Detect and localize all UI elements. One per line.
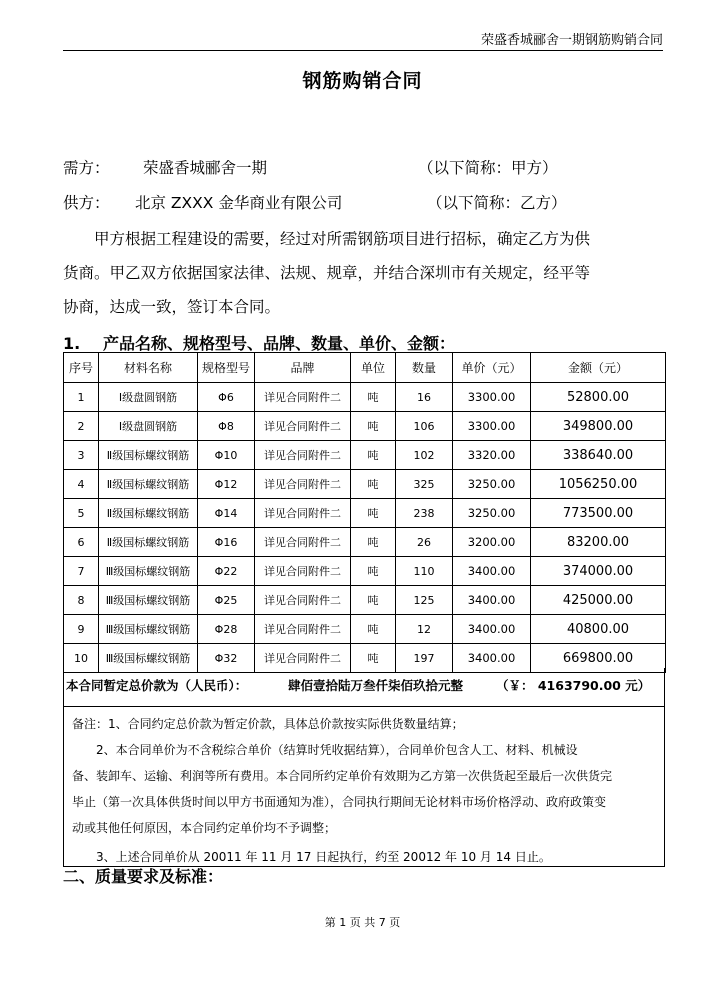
cell-amount: 52800.00 <box>531 383 666 412</box>
col-header-seq: 序号 <box>64 353 99 383</box>
cell-unit-price: 3300.00 <box>453 412 531 441</box>
cell-seq: 9 <box>64 615 99 644</box>
cell-quantity: 12 <box>396 615 453 644</box>
cell-unit: 吨 <box>351 557 396 586</box>
cell-material: Ⅲ级国标螺纹钢筋 <box>99 586 198 615</box>
cell-quantity: 325 <box>396 470 453 499</box>
cell-quantity: 26 <box>396 528 453 557</box>
note-line: 备、装卸车、运输、利润等所有费用。本合同所约定单价有效期为乙方第一次供货起至最后一次供货完 <box>72 769 613 783</box>
buyer-alias: （以下简称：甲方） <box>418 159 558 177</box>
cell-unit-price: 3250.00 <box>453 470 531 499</box>
total-in-words: 肆佰壹拾陆万叁仟柒佰玖拾元整 <box>288 678 464 693</box>
cell-seq: 10 <box>64 644 99 673</box>
section-1-heading <box>63 331 455 354</box>
intro-line: 货商。甲乙双方依据国家法律、法规、规章，并结合深圳市有关规定，经平等 <box>63 264 591 282</box>
note-line: 备注：1、合同约定总价款为暂定价款，具体总价款按实际供货数量结算； <box>72 717 464 731</box>
table-row <box>64 528 666 557</box>
note-line: 毕止（第一次具体供货时间以甲方书面通知为准），合同执行期间无论材料市场价格浮动、政府政策变 <box>72 795 607 809</box>
cell-unit-price: 3400.00 <box>453 644 531 673</box>
cell-quantity: 197 <box>396 644 453 673</box>
table-row <box>64 557 666 586</box>
cell-spec: Φ25 <box>198 586 255 615</box>
cell-unit-price: 3300.00 <box>453 383 531 412</box>
header-rule <box>63 50 663 51</box>
cell-amount: 374000.00 <box>531 557 666 586</box>
cell-amount: 425000.00 <box>531 586 666 615</box>
cell-quantity: 102 <box>396 441 453 470</box>
cell-material: Ⅰ级盘圆钢筋 <box>99 383 198 412</box>
note-line: 3、上述合同单价从 20011 年 11 月 17 日起执行，约至 20012 年 10 月 14 日止。 <box>72 850 551 864</box>
table-row <box>64 470 666 499</box>
cell-amount: 40800.00 <box>531 615 666 644</box>
section-1-number: 1. <box>63 334 81 353</box>
section-1-title: 产品名称、规格型号、品牌、数量、单价、金额： <box>103 334 456 353</box>
table-row <box>64 586 666 615</box>
cell-spec: Φ12 <box>198 470 255 499</box>
cell-quantity: 106 <box>396 412 453 441</box>
total-price-row <box>63 668 665 707</box>
cell-spec: Φ10 <box>198 441 255 470</box>
cell-unit: 吨 <box>351 499 396 528</box>
cell-seq: 6 <box>64 528 99 557</box>
col-header-unit: 单位 <box>351 353 396 383</box>
cell-unit: 吨 <box>351 528 396 557</box>
cell-unit: 吨 <box>351 412 396 441</box>
cell-unit: 吨 <box>351 383 396 412</box>
cell-brand: 详见合同附件二 <box>255 615 351 644</box>
cell-unit: 吨 <box>351 644 396 673</box>
cell-brand: 详见合同附件二 <box>255 644 351 673</box>
cell-brand: 详见合同附件二 <box>255 470 351 499</box>
cell-brand: 详见合同附件二 <box>255 412 351 441</box>
cell-seq: 7 <box>64 557 99 586</box>
page-number: 第 1 页 共 7 页 <box>324 916 401 929</box>
total-in-figures: （￥： 4163790.00 元） <box>496 678 651 693</box>
table-row <box>64 383 666 412</box>
cell-brand: 详见合同附件二 <box>255 586 351 615</box>
col-header-unit-price: 单价（元） <box>453 353 531 383</box>
cell-spec: Φ8 <box>198 412 255 441</box>
cell-unit-price: 3200.00 <box>453 528 531 557</box>
cell-seq: 5 <box>64 499 99 528</box>
cell-brand: 详见合同附件二 <box>255 557 351 586</box>
cell-amount: 1056250.00 <box>531 470 666 499</box>
cell-material: Ⅲ级国标螺纹钢筋 <box>99 615 198 644</box>
cell-amount: 773500.00 <box>531 499 666 528</box>
table-row <box>64 499 666 528</box>
cell-seq: 1 <box>64 383 99 412</box>
cell-seq: 2 <box>64 412 99 441</box>
cell-unit-price: 3400.00 <box>453 615 531 644</box>
buyer-label: 需方： <box>63 159 110 177</box>
cell-unit: 吨 <box>351 470 396 499</box>
cell-quantity: 110 <box>396 557 453 586</box>
cell-unit-price: 3250.00 <box>453 499 531 528</box>
table-row <box>64 615 666 644</box>
col-header-material: 材料名称 <box>99 353 198 383</box>
goods-table <box>63 352 666 673</box>
col-header-quantity: 数量 <box>396 353 453 383</box>
cell-spec: Φ16 <box>198 528 255 557</box>
notes-box <box>63 706 665 867</box>
cell-seq: 8 <box>64 586 99 615</box>
cell-brand: 详见合同附件二 <box>255 528 351 557</box>
intro-line: 甲方根据工程建设的需要，经过对所需钢筋项目进行招标，确定乙方为供 <box>94 230 591 248</box>
buyer-name: 荣盛香城郦舍一期 <box>143 159 268 177</box>
cell-material: Ⅲ级国标螺纹钢筋 <box>99 644 198 673</box>
intro-line: 协商，达成一致，签订本合同。 <box>63 298 281 316</box>
cell-material: Ⅲ级国标螺纹钢筋 <box>99 557 198 586</box>
col-header-spec: 规格型号 <box>198 353 255 383</box>
table-row <box>64 412 666 441</box>
cell-spec: Φ32 <box>198 644 255 673</box>
seller-name: 北京 ZXXX 金华商业有限公司 <box>135 194 343 212</box>
cell-brand: 详见合同附件二 <box>255 441 351 470</box>
document-title: 钢筋购销合同 <box>302 70 423 92</box>
cell-material: Ⅱ级国标螺纹钢筋 <box>99 470 198 499</box>
cell-amount: 349800.00 <box>531 412 666 441</box>
note-line: 动或其他任何原因，本合同约定单价均不予调整； <box>72 821 337 835</box>
cell-unit-price: 3400.00 <box>453 586 531 615</box>
cell-seq: 3 <box>64 441 99 470</box>
cell-brand: 详见合同附件二 <box>255 499 351 528</box>
cell-spec: Φ22 <box>198 557 255 586</box>
cell-material: Ⅱ级国标螺纹钢筋 <box>99 499 198 528</box>
cell-unit: 吨 <box>351 586 396 615</box>
cell-quantity: 125 <box>396 586 453 615</box>
cell-spec: Φ14 <box>198 499 255 528</box>
seller-label: 供方： <box>63 194 110 212</box>
cell-unit: 吨 <box>351 441 396 470</box>
cell-material: Ⅰ级盘圆钢筋 <box>99 412 198 441</box>
running-title: 荣盛香城郦舍一期钢筋购销合同 <box>480 33 663 48</box>
table-row <box>64 441 666 470</box>
cell-unit-price: 3320.00 <box>453 441 531 470</box>
cell-amount: 338640.00 <box>531 441 666 470</box>
col-header-brand: 品牌 <box>255 353 351 383</box>
cell-material: Ⅱ级国标螺纹钢筋 <box>99 528 198 557</box>
cell-quantity: 16 <box>396 383 453 412</box>
cell-amount: 83200.00 <box>531 528 666 557</box>
cell-unit-price: 3400.00 <box>453 557 531 586</box>
total-label: 本合同暂定总价款为（人民币）： <box>66 678 248 693</box>
cell-spec: Φ6 <box>198 383 255 412</box>
cell-spec: Φ28 <box>198 615 255 644</box>
table-header-row <box>64 353 666 383</box>
cell-brand: 详见合同附件二 <box>255 383 351 412</box>
section-2-heading: 二、质量要求及标准： <box>63 867 224 886</box>
col-header-amount: 金额（元） <box>531 353 666 383</box>
cell-quantity: 238 <box>396 499 453 528</box>
cell-material: Ⅱ级国标螺纹钢筋 <box>99 441 198 470</box>
intro-paragraph <box>63 222 673 324</box>
seller-alias: （以下简称：乙方） <box>427 194 567 212</box>
cell-seq: 4 <box>64 470 99 499</box>
note-line: 2、本合同单价为不含税综合单价（结算时凭收据结算），合同单价包含人工、材料、机械设 <box>72 743 578 757</box>
cell-unit: 吨 <box>351 615 396 644</box>
cell-amount: 669800.00 <box>531 644 666 673</box>
